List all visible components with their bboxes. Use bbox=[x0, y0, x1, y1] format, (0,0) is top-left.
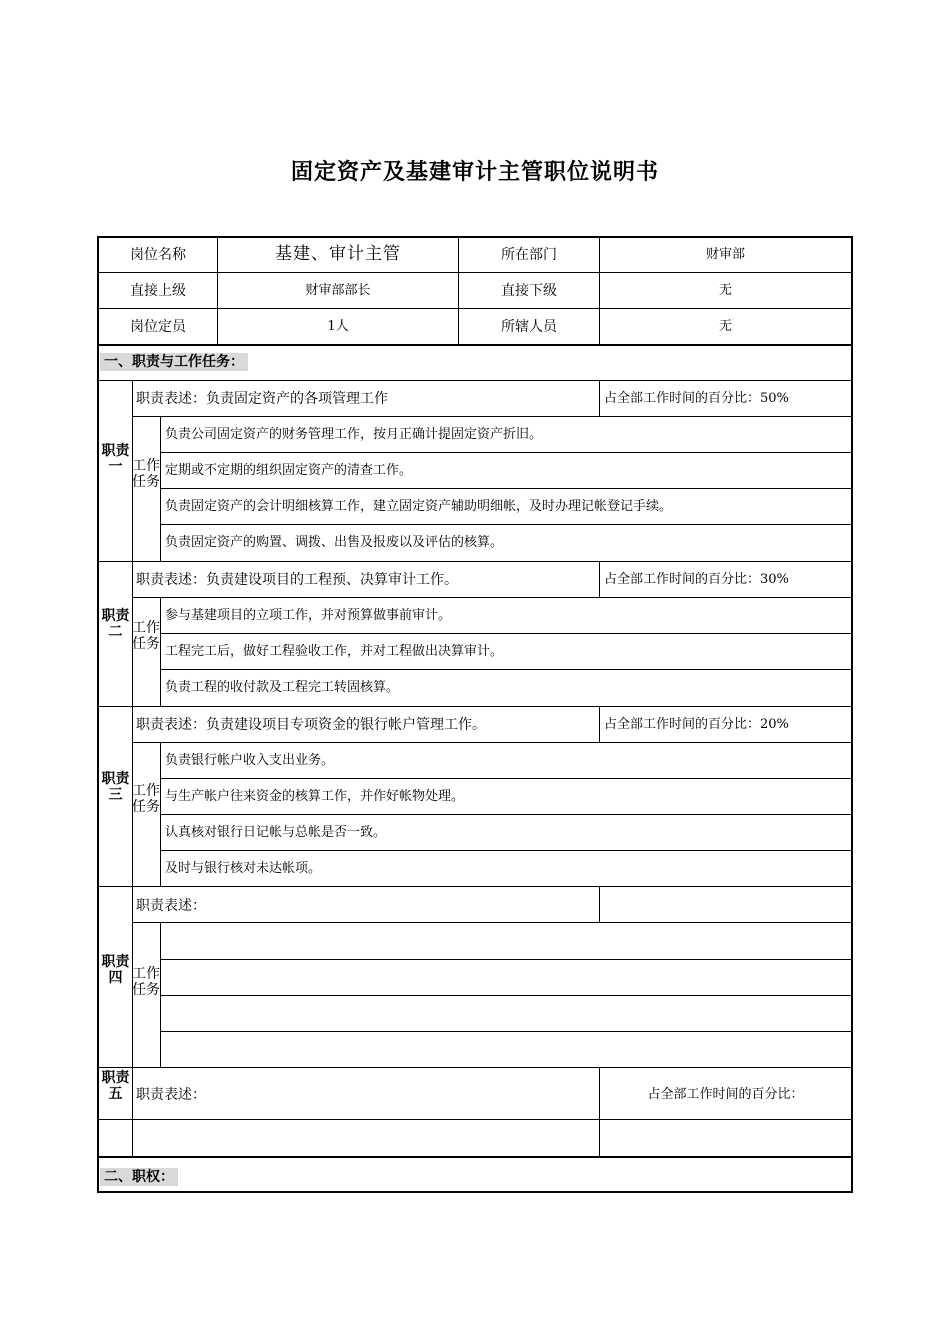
superior-value: 财审部部长 bbox=[305, 283, 371, 298]
grid-line bbox=[160, 922, 161, 1067]
task-label: 工作任务 bbox=[132, 783, 160, 815]
task-item: 与生产帐户往来资金的核算工作，并作好帐物处理。 bbox=[165, 789, 465, 804]
duty-description: 职责表述：负责建设项目专项资金的银行帐户管理工作。 bbox=[136, 717, 486, 733]
subordinate-label: 直接下级 bbox=[501, 283, 557, 299]
duty-label: 职责三 bbox=[101, 771, 130, 803]
grid-line bbox=[99, 380, 851, 381]
task-item: 负责银行帐户收入支出业务。 bbox=[165, 753, 335, 768]
task-label: 工作任务 bbox=[132, 458, 160, 490]
position-label: 岗位名称 bbox=[130, 247, 186, 263]
headcount-label: 岗位定员 bbox=[130, 319, 186, 335]
grid-line bbox=[160, 416, 161, 561]
grid-line bbox=[132, 922, 851, 923]
grid-line bbox=[132, 742, 851, 743]
duty-percent: 占全部工作时间的百分比：30% bbox=[604, 572, 789, 587]
grid-line bbox=[160, 850, 851, 851]
grid-line bbox=[599, 380, 600, 416]
grid-line bbox=[99, 1119, 851, 1120]
grid-line bbox=[599, 706, 600, 742]
task-item: 参与基建项目的立项工作，并对预算做事前审计。 bbox=[165, 608, 452, 623]
duty-label: 职责四 bbox=[101, 954, 130, 986]
grid-line bbox=[132, 380, 133, 1156]
position-value: 基建、审计主管 bbox=[275, 244, 401, 264]
duty-description: 职责表述：负责建设项目的工程预、决算审计工作。 bbox=[136, 572, 458, 588]
duty-label: 职责一 bbox=[101, 443, 130, 475]
task-item: 负责固定资产的会计明细核算工作，建立固定资产辅助明细帐，及时办理记帐登记手续。 bbox=[165, 499, 673, 514]
grid-line bbox=[160, 452, 851, 453]
task-label: 工作任务 bbox=[132, 966, 160, 998]
grid-line bbox=[599, 886, 600, 922]
task-item: 认真核对银行日记帐与总帐是否一致。 bbox=[165, 825, 387, 840]
task-item: 负责固定资产的购置、调拨、出售及报废以及评估的核算。 bbox=[165, 535, 504, 550]
grid-line bbox=[99, 308, 851, 309]
grid-line bbox=[160, 959, 851, 960]
grid-line bbox=[160, 778, 851, 779]
task-item: 工程完工后，做好工程验收工作，并对工程做出决算审计。 bbox=[165, 644, 504, 659]
grid-line bbox=[160, 597, 161, 706]
grid-line bbox=[99, 561, 851, 562]
managed-label: 所辖人员 bbox=[501, 319, 557, 335]
task-label: 工作任务 bbox=[132, 620, 160, 652]
section-header: 二、职权： bbox=[100, 1168, 178, 1186]
grid-line bbox=[99, 1067, 851, 1068]
duty-percent: 占全部工作时间的百分比： bbox=[647, 1087, 804, 1102]
page-title: 固定资产及基建审计主管职位说明书 bbox=[290, 160, 659, 185]
duty-description: 职责表述： bbox=[136, 1087, 206, 1103]
grid-line bbox=[132, 597, 851, 598]
duty-label: 职责五 bbox=[101, 1070, 130, 1102]
dept-label: 所在部门 bbox=[501, 247, 557, 263]
grid-line bbox=[599, 561, 600, 597]
grid-line bbox=[99, 344, 851, 346]
grid-line bbox=[99, 272, 851, 273]
duty-description: 职责表述：负责固定资产的各项管理工作 bbox=[136, 391, 388, 407]
section-header: 一、职责与工作任务： bbox=[100, 353, 248, 371]
grid-line bbox=[160, 524, 851, 525]
grid-line bbox=[599, 1067, 600, 1156]
grid-line bbox=[99, 706, 851, 707]
job-description-form bbox=[97, 236, 853, 1193]
headcount-value: 1人 bbox=[327, 319, 349, 334]
grid-line bbox=[160, 669, 851, 670]
duty-percent: 占全部工作时间的百分比：20% bbox=[604, 717, 789, 732]
duty-label: 职责二 bbox=[101, 608, 130, 640]
grid-line bbox=[160, 1031, 851, 1032]
superior-label: 直接上级 bbox=[130, 283, 186, 299]
managed-value: 无 bbox=[718, 319, 732, 334]
task-item: 负责工程的收付款及工程完工转固核算。 bbox=[165, 680, 400, 695]
task-item: 定期或不定期的组织固定资产的清查工作。 bbox=[165, 463, 413, 478]
grid-line bbox=[160, 633, 851, 634]
subordinate-value: 无 bbox=[718, 283, 732, 298]
grid-line bbox=[160, 814, 851, 815]
grid-line bbox=[160, 742, 161, 886]
grid-line bbox=[99, 1156, 851, 1158]
grid-line bbox=[132, 416, 851, 417]
task-item: 及时与银行核对未达帐项。 bbox=[165, 861, 322, 876]
duty-percent: 占全部工作时间的百分比：50% bbox=[604, 391, 789, 406]
grid-line bbox=[160, 488, 851, 489]
grid-line bbox=[99, 886, 851, 887]
task-item: 负责公司固定资产的财务管理工作，按月正确计提固定资产折旧。 bbox=[165, 427, 543, 442]
dept-value: 财审部 bbox=[705, 247, 745, 262]
duty-description: 职责表述： bbox=[136, 898, 206, 914]
grid-line bbox=[160, 995, 851, 996]
